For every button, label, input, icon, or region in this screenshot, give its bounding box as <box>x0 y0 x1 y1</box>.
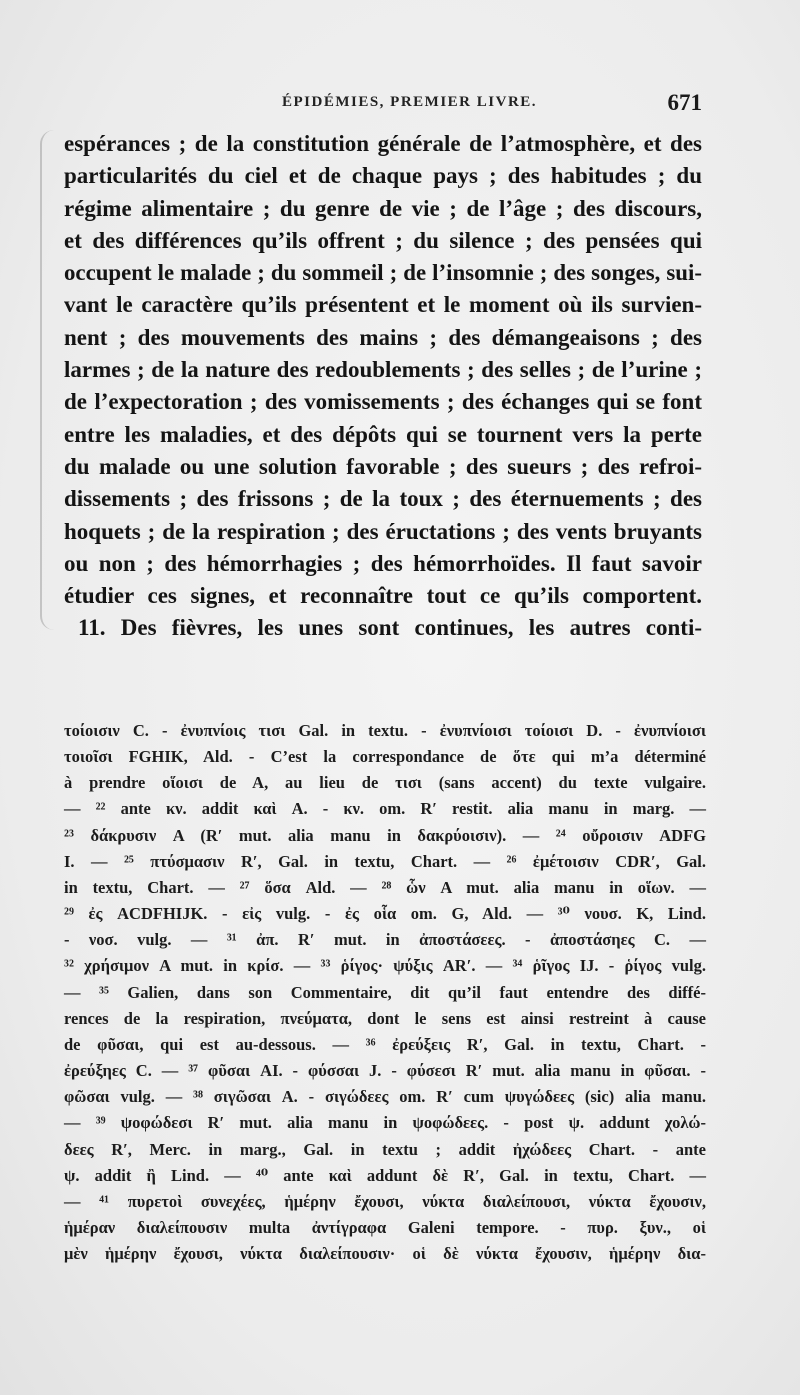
footnote-line: φῶσαι vulg. — ³⁸ σιγῶσαι A. - σιγώδεες om. R′ cum ψυγώδεες (sic) alia manu. <box>64 1087 706 1107</box>
section-11-start-line: 11. Des fièvres, les unes sont continues, les autres conti- <box>78 615 702 641</box>
main-text <box>64 128 702 645</box>
footnote-line: τοιοῖσι FGHIK, Ald. - C’est la correspondance de ὅτε qui m’a déterminé <box>64 747 706 767</box>
footnote-line: τοίοισιν C. - ἐνυπνίοις τισι Gal. in textu. - ἐνυπνίοισι τοίοισι D. - ἐνυπνίοισι <box>64 721 706 740</box>
main-text-line: larmes ; de la nature des redoublements ; des selles ; de l’urine ; <box>64 357 702 383</box>
footnote-line: de φῦσαι, qui est au-dessous. — ³⁶ ἐρεύξεις R′, Gal. in textu, Chart. - <box>64 1034 706 1054</box>
footnote-line: ³² χρήσιμον A mut. in κρίσ. — ³³ ῥίγος· ψύξις AR′. — ³⁴ ῥῖγος IJ. - ῥίγος vulg. <box>64 956 706 976</box>
main-text-line: de l’expectoration ; des vomissements ; des échanges qui se font <box>64 389 702 415</box>
footnote-line: — ²² ante κν. addit καὶ A. - κν. om. R′ restit. alia manu in marg. — <box>64 799 706 819</box>
main-text-line: dissements ; des frissons ; de la toux ; des éternuements ; des <box>64 486 702 512</box>
footnote-line: in textu, Chart. — ²⁷ ὅσα Ald. — ²⁸ ὧν A mut. alia manu in οἵων. — <box>64 877 706 897</box>
main-text-line: entre les maladies, et des dépôts qui se tournent vers la perte <box>64 421 702 447</box>
page-number: 671 <box>667 90 702 115</box>
footnote-line: ἡμέραν διαλείπουσιν multa ἀντίγραφα Galeni tempore. - πυρ. ξυν., οἱ <box>64 1217 706 1237</box>
footnote-line: μὲν ἡμέρην ἔχουσι, νύκτα διαλείπουσιν· οἱ δὲ νύκτα ἔχουσιν, ἡμέρην δια- <box>64 1244 706 1264</box>
footnote-line: — ³⁹ ψοφώδεσι R′ mut. alia manu in ψοφώδεες. - post ψ. addunt χολώ- <box>64 1113 706 1133</box>
main-text-line: régime alimentaire ; du genre de vie ; de l’âge ; des discours, <box>64 195 702 221</box>
footnote-line: δεες R′, Merc. in marg., Gal. in textu ; addit ἠχώδεες Chart. - ante <box>64 1139 706 1159</box>
margin-pencil-mark <box>40 130 56 630</box>
main-text-line: hoquets ; de la respiration ; des éructations ; des vents bruyants <box>64 518 702 544</box>
footnote-line: — ³⁵ Galien, dans son Commentaire, dit qu’il faut entendre des diffé- <box>64 982 706 1002</box>
main-text-line: particularités du ciel et de chaque pays ; des habitudes ; du <box>64 163 702 189</box>
footnote-line: — ⁴¹ πυρετοὶ συνεχέες, ἡμέρην ἔχουσι, νύκτα διαλείπουσι, νύκτα ἔχουσιν, <box>64 1191 706 1211</box>
footnote-line: ²³ δάκρυσιν A (R′ mut. alia manu in δακρύοισιν). — ²⁴ οὔροισιν ADFG <box>64 825 706 845</box>
footnote-line: I. — ²⁵ πτύσμασιν R′, Gal. in textu, Chart. — ²⁶ ἐμέτοισιν CDR′, Gal. <box>64 851 706 871</box>
main-text-line: nent ; des mouvements des mains ; des démangeaisons ; des <box>64 324 702 350</box>
main-text-line: et des différences qu’ils offrent ; du silence ; des pensées qui <box>64 227 702 253</box>
main-text-line: ou non ; des hémorrhagies ; des hémorrhoïdes. Il faut savoir <box>64 550 702 576</box>
footnote-line: ἐρεύξηες C. — ³⁷ φῦσαι AI. - φύσσαι J. - φύσεσι R′ mut. alia manu in φῦσαι. - <box>64 1061 706 1081</box>
footnote-line: ²⁹ ἐς ACDFHIJK. - εἰς vulg. - ἐς οἷα om. G, Ald. — ³⁰ νουσ. K, Lind. <box>64 904 706 924</box>
main-text-line: étudier ces signes, et reconnaître tout ce qu’ils comportent. <box>64 583 702 609</box>
footnote-line: à prendre οἵοισι de A, au lieu de τισι (sans accent) du texte vulgaire. <box>64 773 706 793</box>
main-text-line: du malade ou une solution favorable ; des sueurs ; des refroi- <box>64 453 702 479</box>
footnote-line: rences de la respiration, πνεύματα, dont le sens est ainsi restreint à cause <box>64 1008 706 1028</box>
main-text-line: occupent le malade ; du sommeil ; de l’insomnie ; des songes, sui- <box>64 260 702 286</box>
running-title: ÉPIDÉMIES, PREMIER LIVRE. <box>282 94 538 110</box>
main-text-line: espérances ; de la constitution générale de l’atmosphère, et des <box>64 131 702 156</box>
footnotes <box>64 718 706 1267</box>
main-text-line: vant le caractère qu’ils présentent et le moment où ils survien- <box>64 292 702 318</box>
running-head <box>62 90 702 116</box>
footnote-line: ψ. addit ἢ Lind. — ⁴⁰ ante καὶ addunt δὲ R′, Gal. in textu, Chart. — <box>64 1165 706 1185</box>
footnote-line: - νοσ. vulg. — ³¹ ἀπ. R′ mut. in ἀποστάσεες. - ἀποστάσηες C. — <box>64 930 706 950</box>
